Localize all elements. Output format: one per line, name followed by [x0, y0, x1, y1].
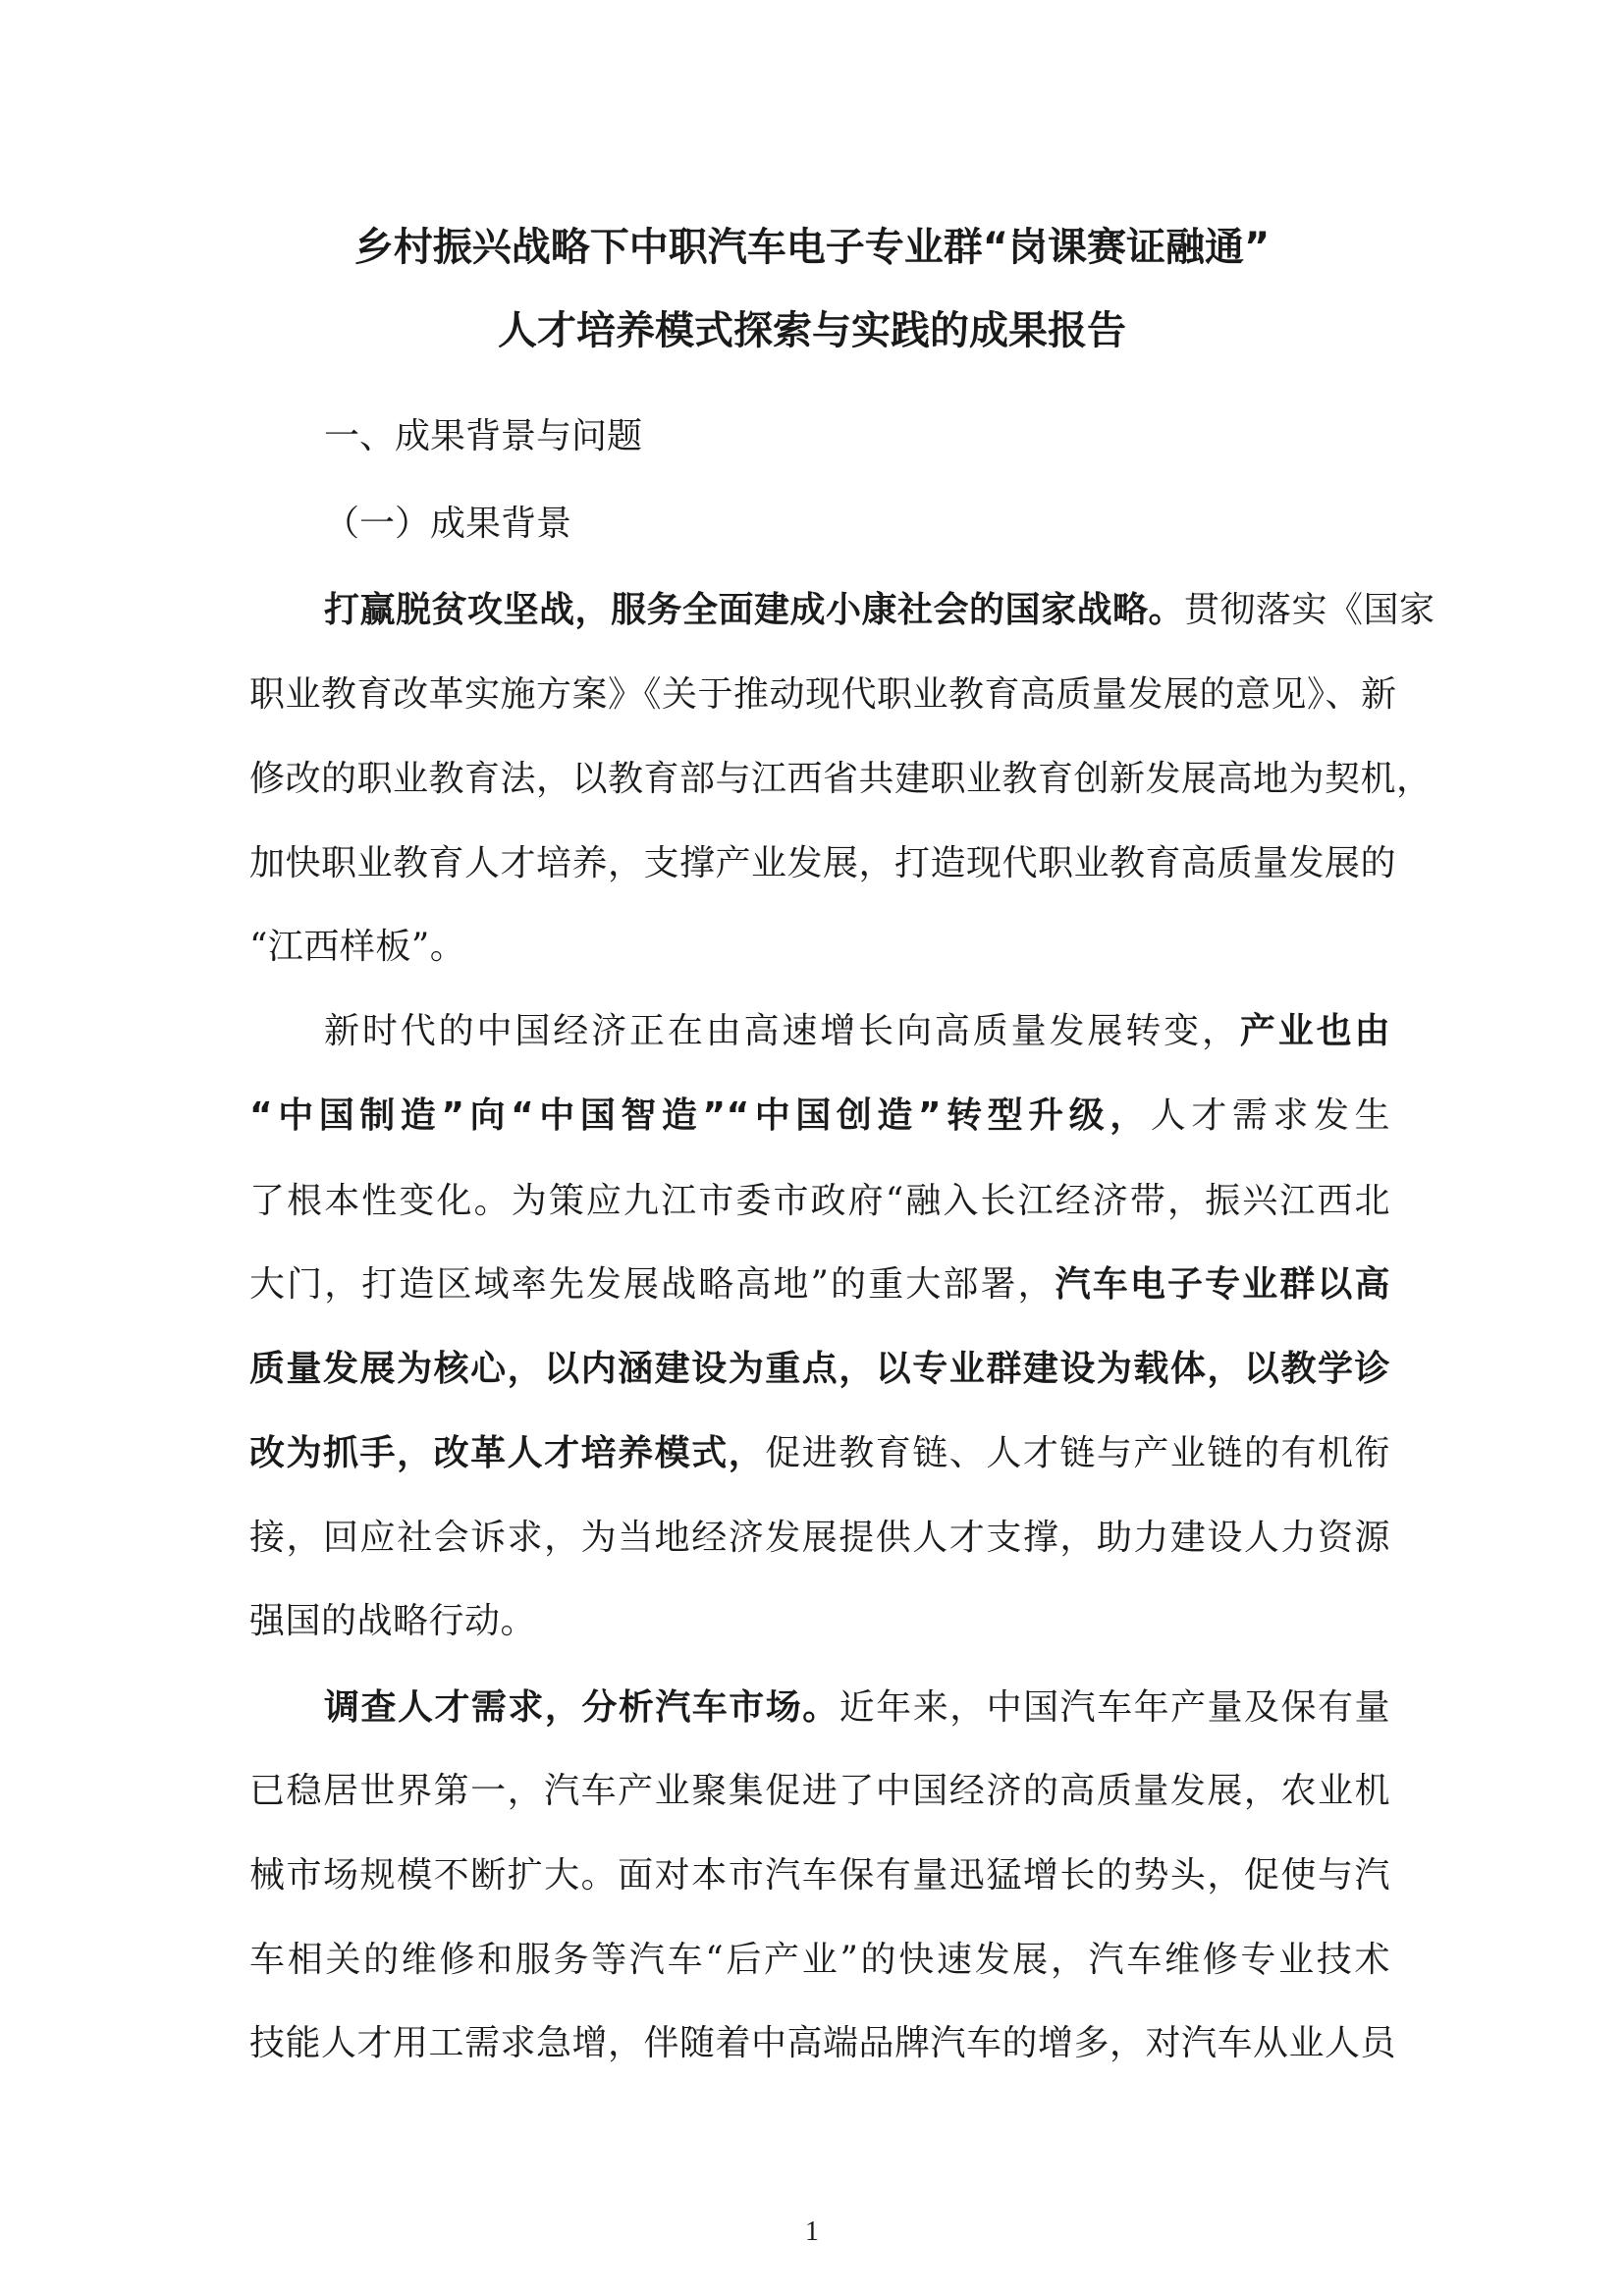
paragraph-2-line-1	[324, 1011, 1390, 1051]
paragraph-3-line-1	[324, 1687, 1390, 1728]
bold-text: 产业也由	[1239, 1011, 1390, 1051]
bold-text: 打赢脱贫攻坚战，服务全面建成小康社会的国家战略。	[324, 590, 1185, 630]
text: 大门，打造区域率先发展战略高地”的重大部署，	[249, 1264, 1056, 1305]
text: 近年来，中国汽车年产量及保有量	[839, 1687, 1390, 1728]
paragraph-2-line-7	[249, 1518, 1390, 1558]
text: 接，回应社会诉求，为当地经济发展提供人才支撑，助力建设人力资源	[249, 1518, 1390, 1558]
text: 技能人才用工需求急增，伴随着中高端品牌汽车的增多，对汽车从业人员	[249, 2023, 1397, 2063]
paragraph-2-line-5	[249, 1349, 1390, 1389]
paragraph-2-line-8	[249, 1601, 1390, 1641]
text: 了根本性变化。为策应九江市委市政府“融入长江经济带，振兴江西北	[249, 1181, 1390, 1221]
text: 贯彻落实《国家	[1184, 590, 1435, 630]
paragraph-3-line-3	[249, 1855, 1390, 1896]
text: 职业教育改革实施方案》《关于推动现代职业教育高质量发展的意见》、新	[249, 674, 1397, 715]
bold-text: 改为抓手，改革人才培养模式，	[249, 1433, 766, 1473]
text: “江西样板”。	[249, 927, 466, 967]
text: 械市场规模不断扩大。面对本市汽车保有量迅猛增长的势头，促使与汽	[249, 1855, 1390, 1896]
paragraph-2-line-6	[249, 1433, 1390, 1473]
bold-text: 汽车电子专业群以高	[1055, 1264, 1390, 1305]
paragraph-1-line-2	[249, 674, 1397, 715]
paragraph-2-line-2	[249, 1095, 1390, 1136]
text: 强国的战略行动。	[249, 1601, 537, 1641]
text: 修改的职业教育法，以教育部与江西省共建职业教育创新发展高地为契机，	[249, 759, 1433, 799]
paragraph-2-line-4	[249, 1264, 1390, 1305]
paragraph-2-line-3	[249, 1181, 1390, 1221]
bold-text: “中国制造”向“中国智造”“中国创造”转型升级，	[249, 1095, 1151, 1136]
paragraph-1-line-4	[249, 843, 1397, 883]
paragraph-3-line-4	[249, 1940, 1390, 1980]
section-heading: 一、成果背景与问题	[324, 416, 643, 456]
paragraph-3-line-2	[249, 1771, 1390, 1811]
text: 促进教育链、人才链与产业链的有机衔	[765, 1433, 1390, 1473]
paragraph-3-line-5	[249, 2023, 1397, 2063]
paragraph-1-line-5	[249, 927, 1390, 967]
bold-text: 质量发展为核心，以内涵建设为重点，以专业群建设为载体，以教学诊	[249, 1349, 1390, 1389]
report-title-line-2: 人才培养模式探索与实践的成果报告	[498, 308, 1126, 353]
text: 加快职业教育人才培养，支撑产业发展，打造现代职业教育高质量发展的	[249, 843, 1397, 883]
subsection-heading: （一）成果背景	[324, 504, 572, 544]
bold-text: 调查人才需求，分析汽车市场。	[324, 1687, 839, 1728]
text: 已稳居世界第一，汽车产业聚集促进了中国经济的高质量发展，农业机	[249, 1771, 1390, 1811]
page-number: 1	[805, 2216, 819, 2247]
text: 人才需求发生	[1150, 1095, 1390, 1136]
paragraph-1-line-3	[249, 759, 1433, 799]
text: 车相关的维修和服务等汽车“后产业”的快速发展，汽车维修专业技术	[249, 1940, 1390, 1980]
report-title-line-1: 乡村振兴战略下中职汽车电子专业群“岗课赛证融通”	[353, 225, 1271, 270]
paragraph-1-line-1	[324, 590, 1435, 630]
text: 新时代的中国经济正在由高速增长向高质量发展转变，	[324, 1011, 1240, 1051]
